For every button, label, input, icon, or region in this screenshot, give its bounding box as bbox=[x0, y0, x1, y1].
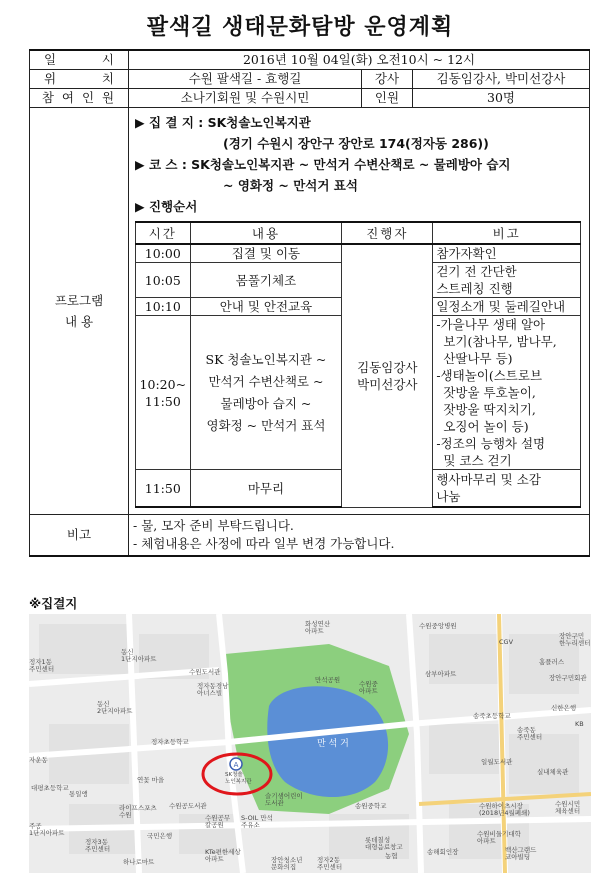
map-label: 수원공도서관 bbox=[169, 802, 207, 810]
program-label-line1: 프로그램 bbox=[54, 293, 104, 308]
map-label: 백산그랜드 코아빌딩 bbox=[505, 846, 537, 861]
place-value: 수원 팔색길 - 효행길 bbox=[129, 70, 362, 89]
course-line: ▶ 코 스 : SK청솔노인복지관 ~ 만석거 수변산책로 ~ 물레방아 습지 bbox=[135, 157, 511, 172]
map-label: 송원중학교 bbox=[355, 802, 387, 810]
row-time: 10:00 bbox=[136, 244, 191, 263]
row-remark bbox=[433, 263, 581, 298]
map-label: 수원시민 체육센터 bbox=[555, 800, 581, 815]
map-label: 수원도서관 bbox=[189, 668, 221, 676]
row-content: 몸풀기체조 bbox=[190, 263, 342, 298]
map-label: 수원공무 칼공원 bbox=[205, 814, 231, 829]
map-label: 일월도서관 bbox=[481, 758, 513, 766]
map-label: 장안청소년 문화의집 bbox=[271, 856, 303, 871]
map-label: 만석공원 bbox=[315, 676, 341, 684]
row-content: 안내 및 안전교육 bbox=[190, 298, 342, 316]
time-line: 11:50 bbox=[144, 393, 181, 409]
row-content bbox=[190, 316, 342, 470]
lecturer-value: 김동임강사, 박미선강사 bbox=[413, 70, 590, 89]
map-label: SK청솔 노인복지관 bbox=[225, 772, 252, 785]
map-label: 송죽초등학교 bbox=[473, 712, 511, 720]
map-label: 자운동 bbox=[29, 756, 48, 764]
map-label: KTe편한세상 아파트 bbox=[205, 848, 241, 863]
map-label: 장안구민회관 bbox=[549, 674, 587, 682]
notes-label: 비고 bbox=[30, 515, 129, 557]
date-value: 2016년 10월 04일(화) 오전10시 ~ 12시 bbox=[129, 50, 590, 70]
map-label: KB bbox=[575, 720, 584, 728]
map-label: 실내체육관 bbox=[537, 768, 569, 776]
map-label: 수원중앙병원 bbox=[419, 622, 457, 630]
map-label: 정자3동 주민센터 bbox=[85, 838, 111, 853]
map-label: 슬기샘어린이 도서관 bbox=[265, 792, 303, 807]
program-content bbox=[129, 108, 590, 515]
remark-line: 잣방울 딱지치기, bbox=[443, 402, 536, 417]
host-line-2: 박미선강사 bbox=[357, 376, 418, 392]
map-pin-letter: A bbox=[233, 761, 239, 769]
remark-line: 걷기 전 간단한 bbox=[436, 264, 517, 279]
remark-line: -가을나무 생태 알아 bbox=[436, 317, 546, 332]
row-time bbox=[136, 316, 191, 470]
map-label: 장안구민 한누리센터 bbox=[559, 632, 591, 647]
order-line: ▶ 진행순서 bbox=[135, 199, 198, 214]
notes-content bbox=[129, 515, 590, 557]
remark-line: 나눔 bbox=[436, 489, 461, 504]
content-line: 영화정 ~ 만석거 표석 bbox=[206, 417, 326, 433]
map-label: 동신 2단지아파트 bbox=[97, 700, 133, 715]
map-label: CGV bbox=[499, 638, 514, 646]
row-content: 마무리 bbox=[190, 470, 342, 508]
note-line-1: - 물, 모자 준비 부탁드립니다. bbox=[133, 518, 294, 533]
remark-line: 보기(참나무, 밤나무, bbox=[443, 334, 557, 349]
count-value: 30명 bbox=[413, 89, 590, 108]
header-remark: 비고 bbox=[433, 222, 581, 244]
row-participants bbox=[30, 89, 590, 108]
map-label: 연꽃 마을 bbox=[137, 776, 165, 784]
schedule-row bbox=[136, 244, 581, 263]
row-remark: 일정소개 및 둘레길안내 bbox=[433, 298, 581, 316]
row-date bbox=[30, 50, 590, 70]
header-time: 시간 bbox=[136, 222, 191, 244]
program-label-line2: 내 용 bbox=[64, 314, 94, 329]
participants-label: 참 여 인 원 bbox=[30, 89, 129, 108]
time-line: 10:20~ bbox=[139, 376, 187, 392]
remark-line: -생태놀이(스트로브 bbox=[436, 368, 543, 383]
map-label: 주공 1단지아파트 bbox=[29, 822, 65, 837]
place-label: 위 치 bbox=[30, 70, 129, 89]
map-canvas bbox=[29, 614, 591, 873]
map-label: 수원중 아파트 bbox=[359, 680, 378, 695]
row-program bbox=[30, 108, 590, 515]
content-line: 물레방아 습지 ~ bbox=[220, 395, 312, 411]
map-label: 수원비둘기대학 아파트 bbox=[477, 830, 521, 845]
program-label bbox=[30, 108, 129, 515]
map-label: 신한은행 bbox=[551, 704, 577, 712]
row-remark: 참가자확인 bbox=[433, 244, 581, 263]
map-label: 홈플러스 bbox=[539, 658, 565, 666]
row-place bbox=[30, 70, 590, 89]
header-host: 진행자 bbox=[342, 222, 433, 244]
map-label: 삼부아파트 bbox=[425, 670, 457, 678]
header-content: 내용 bbox=[190, 222, 342, 244]
row-remark bbox=[433, 316, 581, 470]
map-label: 정자2동 주민센터 bbox=[317, 856, 343, 871]
content-line: 만석거 수변산책로 ~ bbox=[208, 373, 324, 389]
map-label: 화성연산 아파트 bbox=[305, 620, 331, 635]
remark-line: 산딸나무 등) bbox=[443, 351, 513, 366]
remark-line: 오징어 놀이 등) bbox=[443, 419, 529, 434]
row-remark bbox=[433, 470, 581, 508]
remark-line: 행사마무리 및 소감 bbox=[436, 472, 541, 487]
map-label: 롯데칠성 대형음료창고 bbox=[365, 836, 403, 851]
row-time: 10:05 bbox=[136, 263, 191, 298]
map-label: 송죽동 주민센터 bbox=[517, 726, 543, 741]
row-content: 집결 및 이동 bbox=[190, 244, 342, 263]
meeting-point-map[interactable] bbox=[29, 614, 591, 873]
map-label: 만 석 거 bbox=[317, 739, 349, 749]
plan-table bbox=[29, 49, 590, 557]
map-label: 정자1동 주민센터 bbox=[29, 658, 55, 673]
course-line-2: ~ 영화정 ~ 만석거 표석 bbox=[223, 178, 358, 193]
map-label: S-OIL 만석 주유소 bbox=[241, 814, 273, 829]
count-label: 인원 bbox=[362, 89, 413, 108]
content-line: SK 청솔노인복지관 ~ bbox=[205, 351, 327, 367]
date-label: 일 시 bbox=[30, 50, 129, 70]
map-heading: ※집결지 bbox=[29, 596, 78, 611]
schedule-table bbox=[135, 221, 581, 508]
row-time: 10:10 bbox=[136, 298, 191, 316]
map-label: 국민은행 bbox=[147, 832, 173, 840]
remark-line: 및 코스 걷기 bbox=[443, 453, 512, 468]
lecturer-label: 강사 bbox=[362, 70, 413, 89]
remark-line: -정조의 능행차 설명 bbox=[436, 436, 546, 451]
row-host bbox=[342, 244, 433, 507]
map-label: 송해회인장 bbox=[427, 848, 459, 856]
map-label: 정자동경남 아너스빌 bbox=[197, 682, 229, 697]
host-line-1: 김동임강사 bbox=[357, 359, 418, 375]
row-notes bbox=[30, 515, 590, 557]
schedule-header bbox=[136, 222, 581, 244]
map-label: 라이프스포츠 수원 bbox=[119, 804, 157, 819]
map-label: 동신 1단지아파트 bbox=[121, 648, 157, 663]
remark-line: 잣방울 투호놀이, bbox=[443, 385, 536, 400]
row-time: 11:50 bbox=[136, 470, 191, 508]
meet-address: (경기 수원시 장안구 장안로 174(정자동 286)) bbox=[223, 136, 489, 151]
meet-line: ▶ 집 결 지 : SK청솔노인복지관 bbox=[135, 115, 311, 130]
map-label: 정자초등학교 bbox=[151, 738, 189, 746]
map-label: 하나로마트 bbox=[123, 858, 155, 866]
map-label: 대평초등학교 bbox=[31, 784, 69, 792]
participants-value: 소나기회원 및 수원시민 bbox=[129, 89, 362, 108]
page-title: 팔색길 생태문화탐방 운영계획 bbox=[146, 15, 454, 40]
remark-line: 스트레칭 진행 bbox=[436, 281, 513, 296]
map-label: 수원하이츠시장 (2018년4월폐쇄) bbox=[479, 802, 530, 817]
map-label: 통일앵 bbox=[69, 790, 88, 798]
map-label: 농협 bbox=[385, 852, 398, 860]
note-line-2: - 체험내용은 사정에 따라 일부 변경 가능합니다. bbox=[133, 536, 395, 551]
